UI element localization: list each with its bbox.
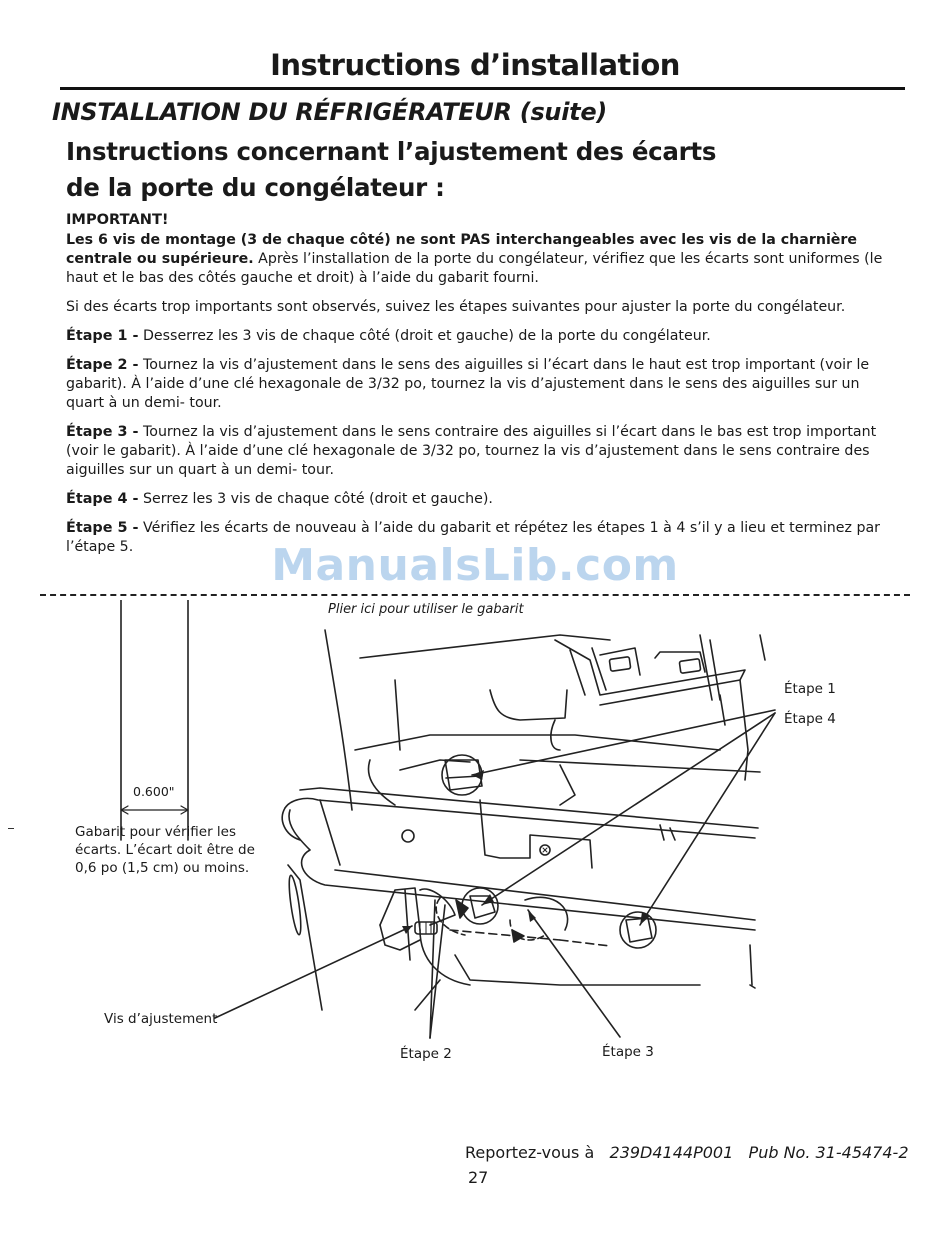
footer-ref-prefix: Reportez-vous à [465, 1143, 595, 1162]
page-title: Instructions d’installation [270, 48, 680, 82]
title-rule [60, 87, 905, 90]
fold-line [40, 594, 910, 596]
step-5-label: Étape 5 - [66, 520, 139, 536]
callout-step1: Étape 1 [784, 681, 836, 697]
cabinet-left-edge [325, 630, 352, 810]
subsection-title [66, 134, 826, 206]
important-paragraph [66, 210, 901, 288]
leader-step3 [528, 910, 620, 1037]
step-2-label: Étape 2 - [66, 357, 139, 373]
subsection-title-line2: de la porte du congélateur : [66, 173, 445, 202]
gauge-description: Gabarit pour vérifier les écarts. L’écart doit être de 0,6 po (1,5 cm) ou moins. [75, 824, 255, 876]
important-label: IMPORTANT! [66, 211, 169, 228]
footer-ref-pub: Pub No. 31-45474-2 [748, 1143, 909, 1162]
intro-paragraph: Si des écarts trop importants sont observés, suivez les étapes suivantes pour ajuster la porte du congélateur. [66, 299, 846, 315]
step-2-text: Tournez la vis d’ajustement dans le sens des aiguilles si l’écart dans le haut est trop important (voir le gabarit). À l’aide d’une clé hexagonale de 3/32 po, tournez la vis d’ajustement dans le sens des aiguilles sur un quart à un demi- tour. [66, 357, 870, 411]
page-number: 27 [468, 1168, 489, 1187]
step-1 [66, 327, 901, 346]
section-title: INSTALLATION DU RÉFRIGÉRATEUR (suite) [52, 98, 607, 126]
fold-label: Plier ici pour utiliser le gabarit [328, 602, 524, 617]
important-details: Après l’installation de la porte du congélateur, vérifiez que les écarts sont uniformes (le haut et le bas des côtés gauche et droit) à l’aide du gabarit fourni. [66, 251, 883, 286]
gauge-dimension-label: 0.600" [133, 784, 175, 799]
step-3-label: Étape 3 - [66, 424, 139, 440]
step-1-label: Étape 1 - [66, 328, 139, 344]
step-1-text: Desserrez les 3 vis de chaque côté (droit et gauche) de la porte du congélateur. [138, 328, 711, 344]
footer-reference [465, 1143, 909, 1162]
step-2 [66, 356, 901, 413]
step-4-label: Étape 4 - [66, 491, 139, 507]
step-5-text: Vérifiez les écarts de nouveau à l’aide du gabarit et répétez les étapes 1 à 4 s’il y a lieu et terminez par l’étape 5. [66, 520, 881, 555]
step-3-text: Tournez la vis d’ajustement dans le sens contraire des aiguilles si l’écart dans le bas est trop important (voir le gabarit). À l’aide d’une clé hexagonale de 3/32 po, tournez la vis d’ajustement dans le sens contraire des aiguilles sur un quart à un demi- tour. [66, 424, 877, 478]
important-warning: Les 6 vis de montage (3 de chaque côté) ne sont PAS interchangeables avec les vis de la charnière centrale ou supérieure. [66, 232, 858, 267]
leader-adjust-screw [215, 926, 412, 1018]
callout-step3: Étape 3 [602, 1044, 654, 1060]
step-4-text: Serrez les 3 vis de chaque côté (droit et gauche). [138, 491, 493, 507]
callout-step2: Étape 2 [400, 1046, 452, 1062]
subsection-title-line1: Instructions concernant l’ajustement des écarts [66, 137, 717, 166]
footer-ref-part: 239D4144P001 [609, 1143, 734, 1162]
watermark: ManualsLib.com [271, 540, 679, 591]
callout-step4: Étape 4 [784, 711, 836, 727]
step-4 [66, 490, 901, 509]
step-3 [66, 423, 901, 480]
body-text [66, 210, 901, 567]
callout-adjust-screw: Vis d’ajustement [104, 1011, 218, 1027]
